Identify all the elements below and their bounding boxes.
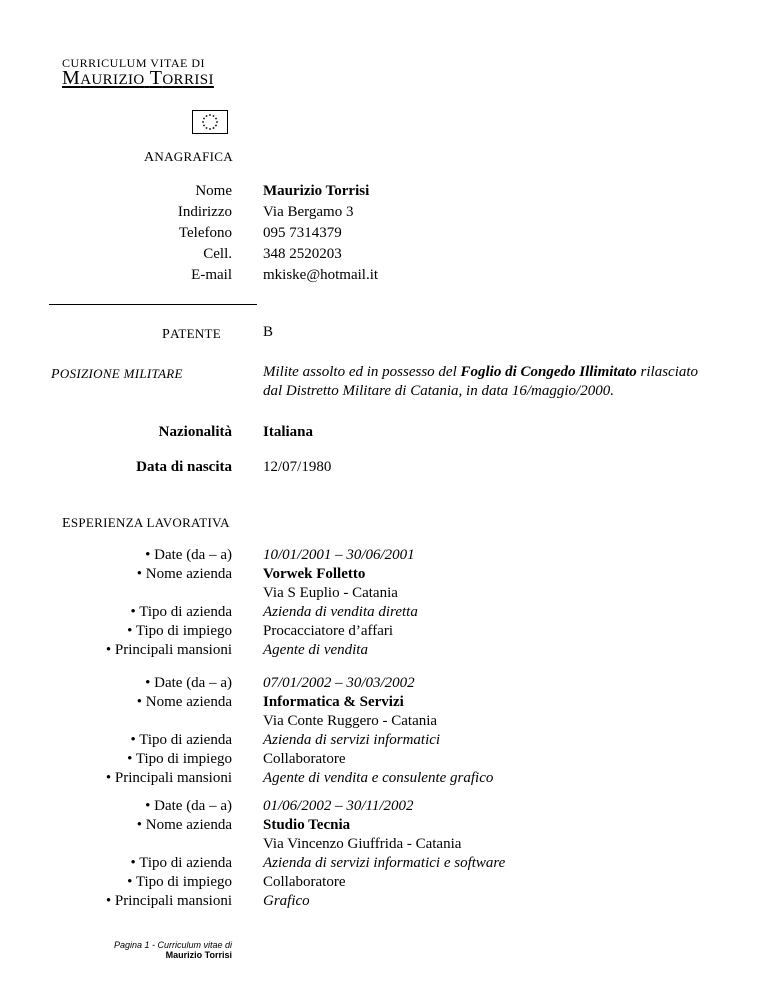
value-cell: 348 2520203 <box>263 246 342 262</box>
label-nome: Nome <box>195 183 232 199</box>
value-telefono: 095 7314379 <box>263 225 342 241</box>
job-azienda: Informatica & Servizi <box>263 694 404 710</box>
label-mansioni: • Principali mansioni <box>105 893 232 909</box>
label-tipo-impiego: • Tipo di impiego <box>127 874 232 890</box>
anagrafica-values <box>263 181 378 286</box>
label-nome-azienda: • Nome azienda <box>136 817 232 833</box>
name-last-rest: ORRISI <box>162 72 214 88</box>
label-email: E-mail <box>191 267 232 283</box>
job3-labels <box>52 797 232 911</box>
label-date: • Date (da – a) <box>145 798 232 814</box>
job-indirizzo: Via Vincenzo Giuffrida - Catania <box>263 836 462 852</box>
posizione-militare-value <box>263 363 698 401</box>
job-impiego: Procacciatore d’affari <box>263 623 394 639</box>
job2-labels <box>52 674 232 788</box>
section-anagrafica-heading: ANAGRAFICA <box>144 149 233 165</box>
label-nome-azienda: • Nome azienda <box>136 694 232 710</box>
job-mansioni: Agente di vendita <box>263 642 368 658</box>
nazionalita-label: Nazionalità <box>158 424 232 440</box>
job3-values <box>263 797 505 911</box>
label-tipo-azienda: • Tipo di azienda <box>130 732 232 748</box>
label-date: • Date (da – a) <box>145 547 232 563</box>
label-telefono: Telefono <box>178 225 232 241</box>
name-last-cap: T <box>149 67 163 89</box>
patente-label: PATENTE <box>162 326 221 342</box>
job-date: 10/01/2001 – 30/06/2001 <box>263 547 415 563</box>
job-date: 01/06/2002 – 30/11/2002 <box>263 798 414 814</box>
nazionalita-value: Italiana <box>263 424 314 440</box>
section-divider <box>49 304 257 305</box>
data-nascita-value: 12/07/1980 <box>263 459 332 475</box>
footer <box>100 940 232 960</box>
label-tipo-impiego: • Tipo di impiego <box>127 751 232 767</box>
militare-line1: Milite assolto ed in possesso del Foglio di Congedo Illimitato rilasciato <box>263 364 699 380</box>
job-mansioni: Agente di vendita e consulente grafico <box>263 770 494 786</box>
job-tipo: Azienda di vendita diretta <box>263 604 418 620</box>
eu-flag-icon <box>192 110 228 134</box>
patente-value: B <box>263 324 274 340</box>
cv-title-small: CURRICULUM VITAE DI <box>62 56 205 70</box>
job2-values <box>263 674 493 788</box>
militare-line2: dal Distretto Militare di Catania, in data 16/maggio/2000. <box>263 383 614 399</box>
data-nascita-label: Data di nascita <box>136 459 232 475</box>
cv-name-title <box>62 67 214 90</box>
label-nome-azienda: • Nome azienda <box>136 566 232 582</box>
section-esperienza-heading: ESPERIENZA LAVORATIVA <box>62 515 230 531</box>
label-tipo-azienda: • Tipo di azienda <box>130 855 232 871</box>
value-nome: Maurizio Torrisi <box>263 183 370 199</box>
job-mansioni: Grafico <box>263 893 310 909</box>
job-azienda: Studio Tecnia <box>263 817 351 833</box>
label-mansioni: • Principali mansioni <box>105 642 232 658</box>
job-indirizzo: Via S Euplio - Catania <box>263 585 398 601</box>
job-azienda: Vorwek Folletto <box>263 566 366 582</box>
job1-labels <box>52 546 232 660</box>
name-first-cap: M <box>62 67 81 89</box>
job-indirizzo: Via Conte Ruggero - Catania <box>263 713 438 729</box>
footer-line1: Pagina 1 - Curriculum vitae di <box>113 940 232 950</box>
label-mansioni: • Principali mansioni <box>105 770 232 786</box>
label-tipo-azienda: • Tipo di azienda <box>130 604 232 620</box>
value-email: mkiske@hotmail.it <box>263 267 379 283</box>
job-tipo: Azienda di servizi informatici e software <box>263 855 506 871</box>
value-indirizzo: Via Bergamo 3 <box>263 204 354 220</box>
job1-values <box>263 546 418 660</box>
label-tipo-impiego: • Tipo di impiego <box>127 623 232 639</box>
job-impiego: Collaboratore <box>263 874 346 890</box>
posizione-militare-label: POSIZIONE MILITARE <box>51 366 183 382</box>
anagrafica-labels <box>52 181 232 286</box>
label-date: • Date (da – a) <box>145 675 232 691</box>
job-tipo: Azienda di servizi informatici <box>263 732 441 748</box>
label-indirizzo: Indirizzo <box>177 204 232 220</box>
label-cell: Cell. <box>203 246 232 262</box>
job-impiego: Collaboratore <box>263 751 346 767</box>
footer-line2: Maurizio Torrisi <box>165 950 232 960</box>
job-date: 07/01/2002 – 30/03/2002 <box>263 675 415 691</box>
name-first-rest: AURIZIO <box>80 72 145 88</box>
